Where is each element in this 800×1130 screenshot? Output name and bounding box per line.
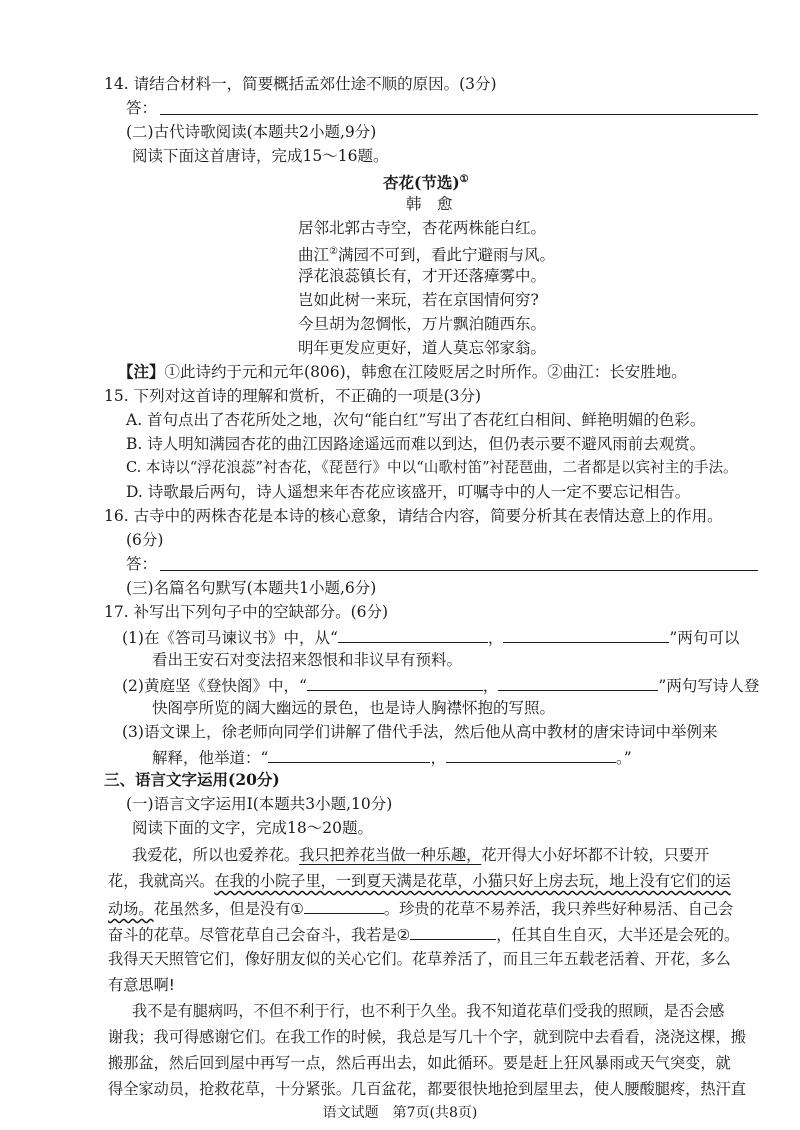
q17-part-1: (1)在《答司马谏议书》中，从“ ， ”两句可以: [122, 626, 739, 648]
answer-line-16[interactable]: [160, 570, 758, 571]
passage-p1-line-2: 花，我就高兴。在我的小院子里，一到夏天满是花草，小猫只好上房去玩，地上没有它们的运: [108, 872, 731, 890]
q17-part-1-cont: 看出王安石对变法招来怨恨和非议早有预料。: [152, 651, 463, 669]
answer-label-16: 答：: [126, 555, 158, 573]
section-3-header: (三)名篇名句默写(本题共1小题,6分): [126, 579, 377, 597]
q15-option-b[interactable]: B. 诗人明知满园杏花的曲江因路途遥远而难以到达，但仍表示要不避风雨前去观赏。: [126, 435, 706, 453]
passage-p2-line-1: 我不是有腿病吗，不但不利于行，也不利于久坐。我不知道花草们受我的照顾，是否会感: [132, 1002, 725, 1020]
poem-title: 杏花(节选)①: [383, 173, 469, 193]
question-14: 14. 请结合材料一，简要概括孟郊仕途不顺的原因。(3分): [104, 75, 497, 93]
q17-part-3-cont: 解释，他举道：“ ， 。”: [152, 746, 632, 768]
passage-p1-line-6: 有意思啊!: [108, 976, 175, 994]
poem-title-note: ①: [459, 174, 469, 185]
section-2-instruction: 阅读下面这首唐诗，完成15～16题。: [132, 147, 389, 165]
q17-part-2: (2)黄庭坚《登快阁》中，“ ， ”两句写诗人登: [122, 674, 759, 696]
part-3-sub-1: (一)语言文字运用Ⅰ(本题共3小题,10分): [126, 795, 393, 813]
answer-label-14: 答：: [126, 99, 158, 117]
q17-3-blank-b[interactable]: [446, 746, 616, 763]
part-3-instruction: 阅读下面的文字，完成18～20题。: [132, 819, 373, 837]
question-16-points: (6分): [126, 531, 164, 549]
q15-option-d[interactable]: D. 诗歌最后两句，诗人遥想来年杏花应该盛开，叮嘱寺中的人一定不要忘记相告。: [126, 483, 691, 501]
poem-line-5: 今旦胡为忽惆怅，万片飘泊随西东。: [298, 315, 547, 333]
q17-2-blank-b[interactable]: [498, 674, 658, 691]
q17-part-2-cont: 快阁亭所览的阔大幽远的景色，也是诗人胸襟怀抱的写照。: [152, 699, 556, 717]
q17-1-blank-a[interactable]: [338, 626, 488, 643]
poem-line-3: 浮花浪蕊镇长有，才开还落瘴雾中。: [298, 267, 547, 285]
question-17: 17. 补写出下列句子中的空缺部分。(6分): [104, 603, 389, 621]
q17-2-blank-a[interactable]: [307, 674, 483, 691]
q17-3-blank-a[interactable]: [268, 746, 430, 763]
q15-option-c[interactable]: C. 本诗以“浮花浪蕊”衬杏花，《琵琶行》中以“山歌村笛”衬琵琶曲，二者都是以宾衬主的手法。: [126, 459, 738, 476]
poem-note: 【注】①此诗约于元和元年(806)，韩愈在江陵贬居之时所作。②曲江：长安胜地。: [118, 362, 687, 381]
q17-part-3: (3)语文课上，徐老师向同学们讲解了借代手法，然后他从高中教材的唐宋诗词中举例来: [122, 723, 718, 741]
poem-line-6: 明年更发应更好，道人莫忘邻家翁。: [298, 339, 547, 357]
passage-p2-line-3: 搬那盆，然后回到屋中再写一点，然后再出去，如此循环。要是赶上狂风暴雨或天气突变，就: [108, 1054, 731, 1072]
passage-p2-line-4: 得全家动员，抢救花草，十分紧张。几百盆花，都要很快地抢到屋里去，使人腰酸腿疼，热汗直: [108, 1080, 746, 1098]
passage-p1-line-5: 我得天天照管它们，像好朋友似的关心它们。花草养活了，而且三年五载老活着、开花，多么: [108, 950, 731, 968]
question-15: 15. 下列对这首诗的理解和赏析，不正确的一项是(3分): [104, 387, 482, 405]
poem-line-2: 曲江②满园不可到，看此宁避雨与风。: [298, 246, 555, 265]
passage-p1-line-1: 我爱花，所以也爱养花。我只把养花当做一种乐趣，花开得大小好坏都不计较，只要开: [132, 846, 710, 864]
poem-line-4: 岂如此树一来玩，若在京国情何穷?: [298, 291, 539, 309]
passage-p2-line-2: 谢我；我可得感谢它们。在我工作的时候，我总是写几十个字，就到院中去看看，浇浇这棵，搬: [108, 1028, 746, 1046]
section-2-header: (二)古代诗歌阅读(本题共2小题,9分): [126, 123, 377, 141]
q17-1-blank-b[interactable]: [503, 626, 669, 643]
passage-p1-line-3: 动场。花虽然多，但是没有① 。珍贵的花草不易养活，我只养些好种易活、自己会: [108, 897, 733, 919]
q15-option-a[interactable]: A. 首句点出了杏花所处之地，次句“能白红”写出了杏花红白相间、鲜艳明媚的色彩。: [126, 411, 706, 429]
poem-author: 韩 愈: [406, 195, 453, 213]
question-16: 16. 古寺中的两株杏花是本诗的核心意象，请结合内容，简要分析其在表情达意上的作用。: [104, 507, 723, 525]
passage-blank-2[interactable]: [410, 923, 496, 940]
part-3-header: 三、语言文字运用(20分): [104, 770, 280, 789]
answer-line-14[interactable]: [160, 114, 758, 115]
poem-line-1: 居邻北郭古寺空，杏花两株能白红。: [298, 219, 547, 237]
page-footer: 语文试题 第7页(共8页): [322, 1105, 478, 1121]
passage-p1-line-4: 奋斗的花草。尽管花草自己会奋斗，我若是② ，任其自生自灭，大半还是会死的。: [108, 923, 739, 945]
poem-line-2-note: ②: [329, 246, 338, 257]
passage-blank-1[interactable]: [304, 897, 384, 914]
